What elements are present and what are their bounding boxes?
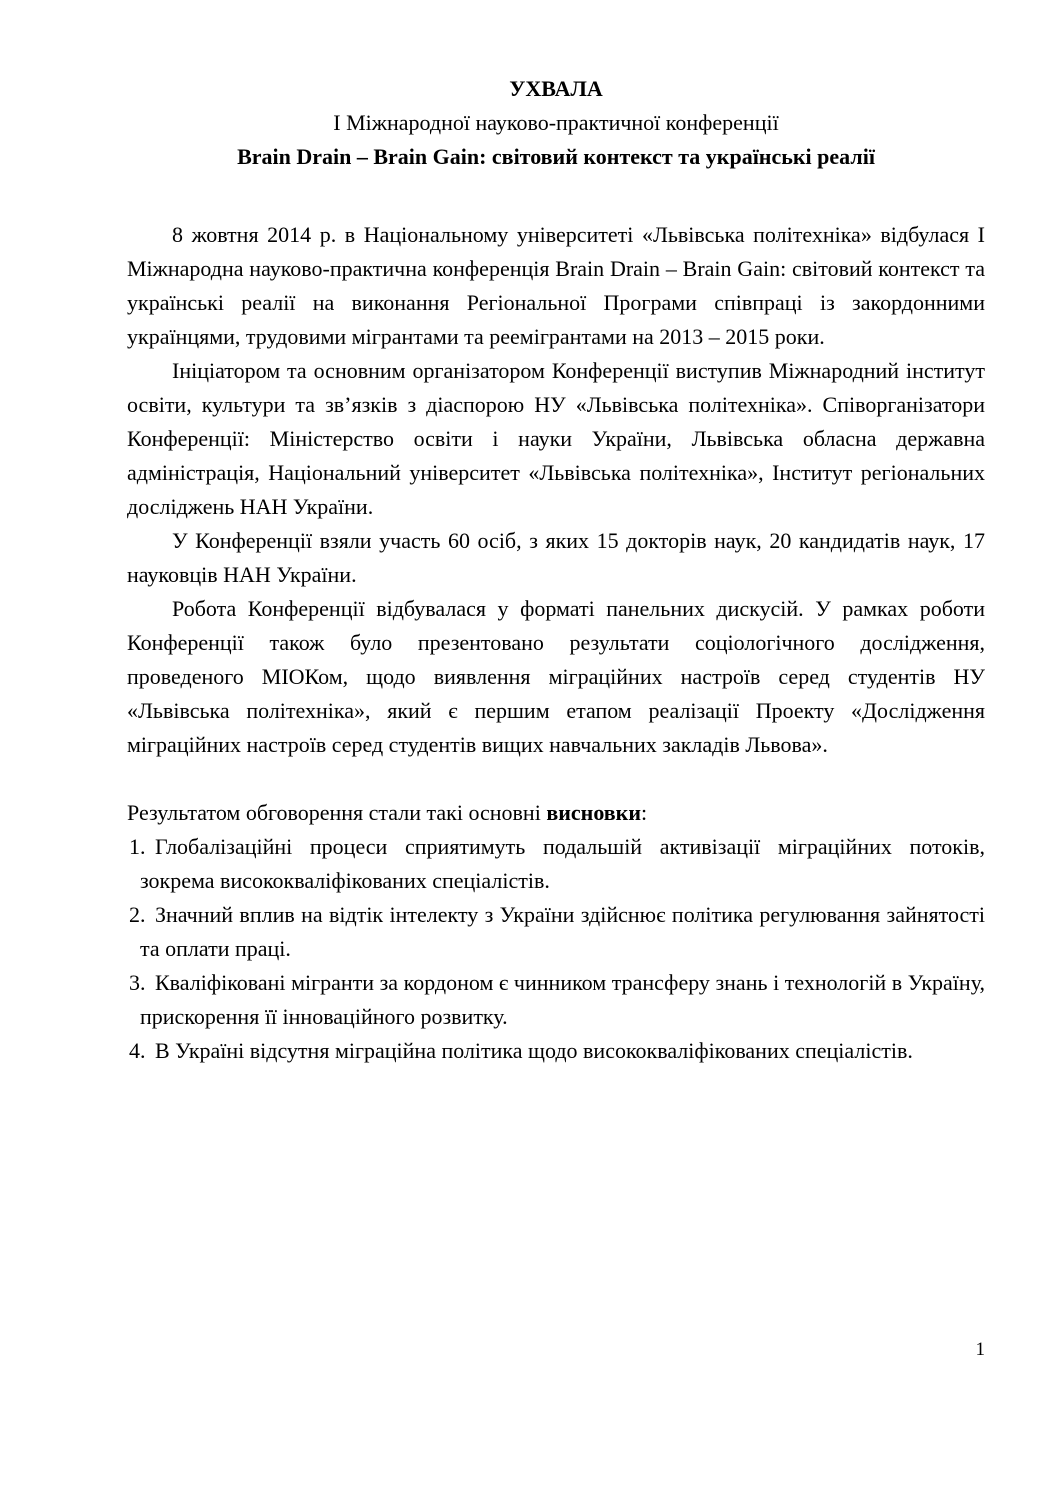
document-subtitle: І Міжнародної науково-практичної конференції: [333, 110, 779, 135]
conclusion-item-2: [129, 898, 985, 966]
conclusion-item-3-text: Кваліфіковані мігранти за кордоном є чинником трансферу знань і технологій в Україну, прискорення її інноваційного розвитку.: [140, 970, 985, 1029]
conclusion-item-4-text: В Україні відсутня міграційна політика щодо висококваліфікованих спеціалістів.: [155, 1038, 913, 1063]
conclusions-intro-prefix: Результатом обговорення стали такі основні: [127, 800, 547, 825]
conclusions-intro-keyword: висновки: [546, 800, 642, 825]
conclusion-item-2-number: 2.: [129, 902, 146, 927]
paragraph-format: Робота Конференції відбувалася у форматі панельних дискусій. У рамках роботи Конференції також було презентовано результати соціологічного дослідження, проведеного МІОКом, щодо виявлення міграційних настроїв серед студентів НУ «Львівська політехніка», який є першим етапом реалізації Проекту «Дослідження міграційних настроїв серед студентів вищих навчальних закладів Львова».: [127, 596, 985, 757]
conclusion-item-3-number: 3.: [129, 970, 146, 995]
title-block: [127, 72, 985, 174]
conclusion-item-1-text: Глобалізаційні процеси сприятимуть подальшій активізації міграційних потоків, зокрема висококваліфікованих спеціалістів.: [140, 834, 985, 893]
conclusions-intro: [127, 796, 985, 830]
conclusions-intro-suffix: :: [641, 800, 648, 825]
paragraph-conference-opening: 8 жовтня 2014 р. в Національному університеті «Львівська політехніка» відбулася І Міжнародна науково-практична конференція Brain Drain – Brain Gain: світовий контекст та українські реалії на виконання Регіональної Програми співпраці із закордонними українцями, трудовими мігрантами та реемігрантами на 2013 – 2015 роки.: [127, 222, 985, 349]
conclusion-item-1-number: 1.: [129, 834, 146, 859]
conclusion-item-2-text: Значний вплив на відтік інтелекту з України здійснює політика регулювання зайнятості та оплати праці.: [140, 902, 985, 961]
paragraph-organizers: Ініціатором та основним організатором Конференції виступив Міжнародний інститут освіти, культури та зв’язків з діаспорою НУ «Львівська політехніка». Співорганізатори Конференції: Міністерство освіти і науки України, Львівська обласна державна адміністрація, Національний університет «Львівська політехніка», Інститут регіональних досліджень НАН України.: [127, 358, 985, 519]
document-content: [127, 0, 985, 1068]
conclusion-item-4-number: 4.: [129, 1038, 146, 1063]
document-title: УХВАЛА: [509, 76, 603, 101]
paragraph-participants: У Конференції взяли участь 60 осіб, з яких 15 докторів наук, 20 кандидатів наук, 17 науковців НАН України.: [127, 528, 985, 587]
conclusion-item-1: [129, 830, 985, 898]
page-number: 1: [975, 1339, 985, 1360]
conclusion-item-3: [129, 966, 985, 1034]
conclusions-list: [127, 830, 985, 1068]
conference-name: Brain Drain – Brain Gain: світовий контекст та українські реалії: [237, 144, 875, 169]
conclusion-item-4: [129, 1034, 985, 1068]
